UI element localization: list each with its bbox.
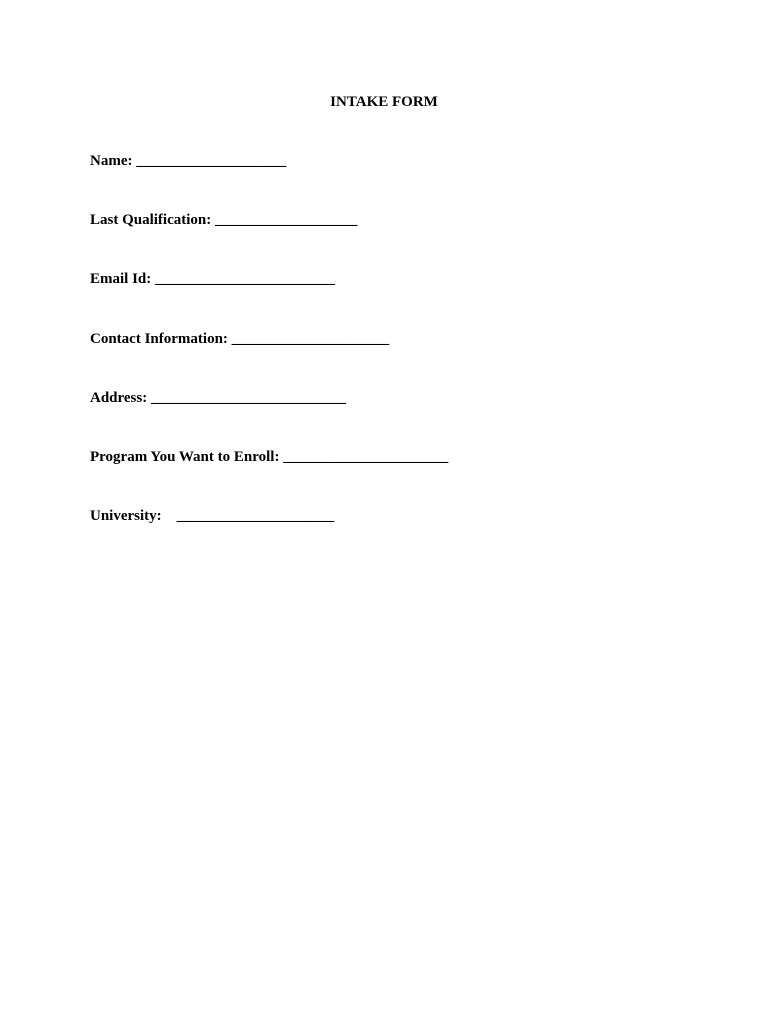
email-id-label: Email Id:: [90, 271, 152, 287]
form-title: INTAKE FORM: [330, 94, 438, 110]
contact-information-field-row: [90, 330, 389, 348]
email-id-field-row: [90, 270, 335, 288]
contact-information-label: Contact Information:: [90, 331, 228, 347]
last-qualification-field-row: [90, 211, 358, 229]
university-field-row: [90, 507, 334, 525]
name-blank-line: ____________________: [136, 153, 287, 169]
name-field-row: [90, 152, 286, 170]
address-label: Address:: [90, 390, 148, 406]
last-qualification-label: Last Qualification:: [90, 212, 212, 228]
program-label: Program You Want to Enroll:: [90, 449, 280, 465]
university-blank-line: _____________________: [176, 508, 335, 524]
program-blank-line: ______________________: [283, 449, 449, 465]
contact-information-blank-line: _____________________: [231, 331, 390, 347]
address-blank-line: __________________________: [150, 390, 346, 406]
last-qualification-blank-line: ___________________: [215, 212, 358, 228]
email-id-blank-line: ________________________: [155, 271, 336, 287]
program-field-row: [90, 448, 448, 466]
address-field-row: [90, 389, 346, 407]
university-label: University:: [90, 508, 162, 524]
name-label: Name:: [90, 153, 133, 169]
